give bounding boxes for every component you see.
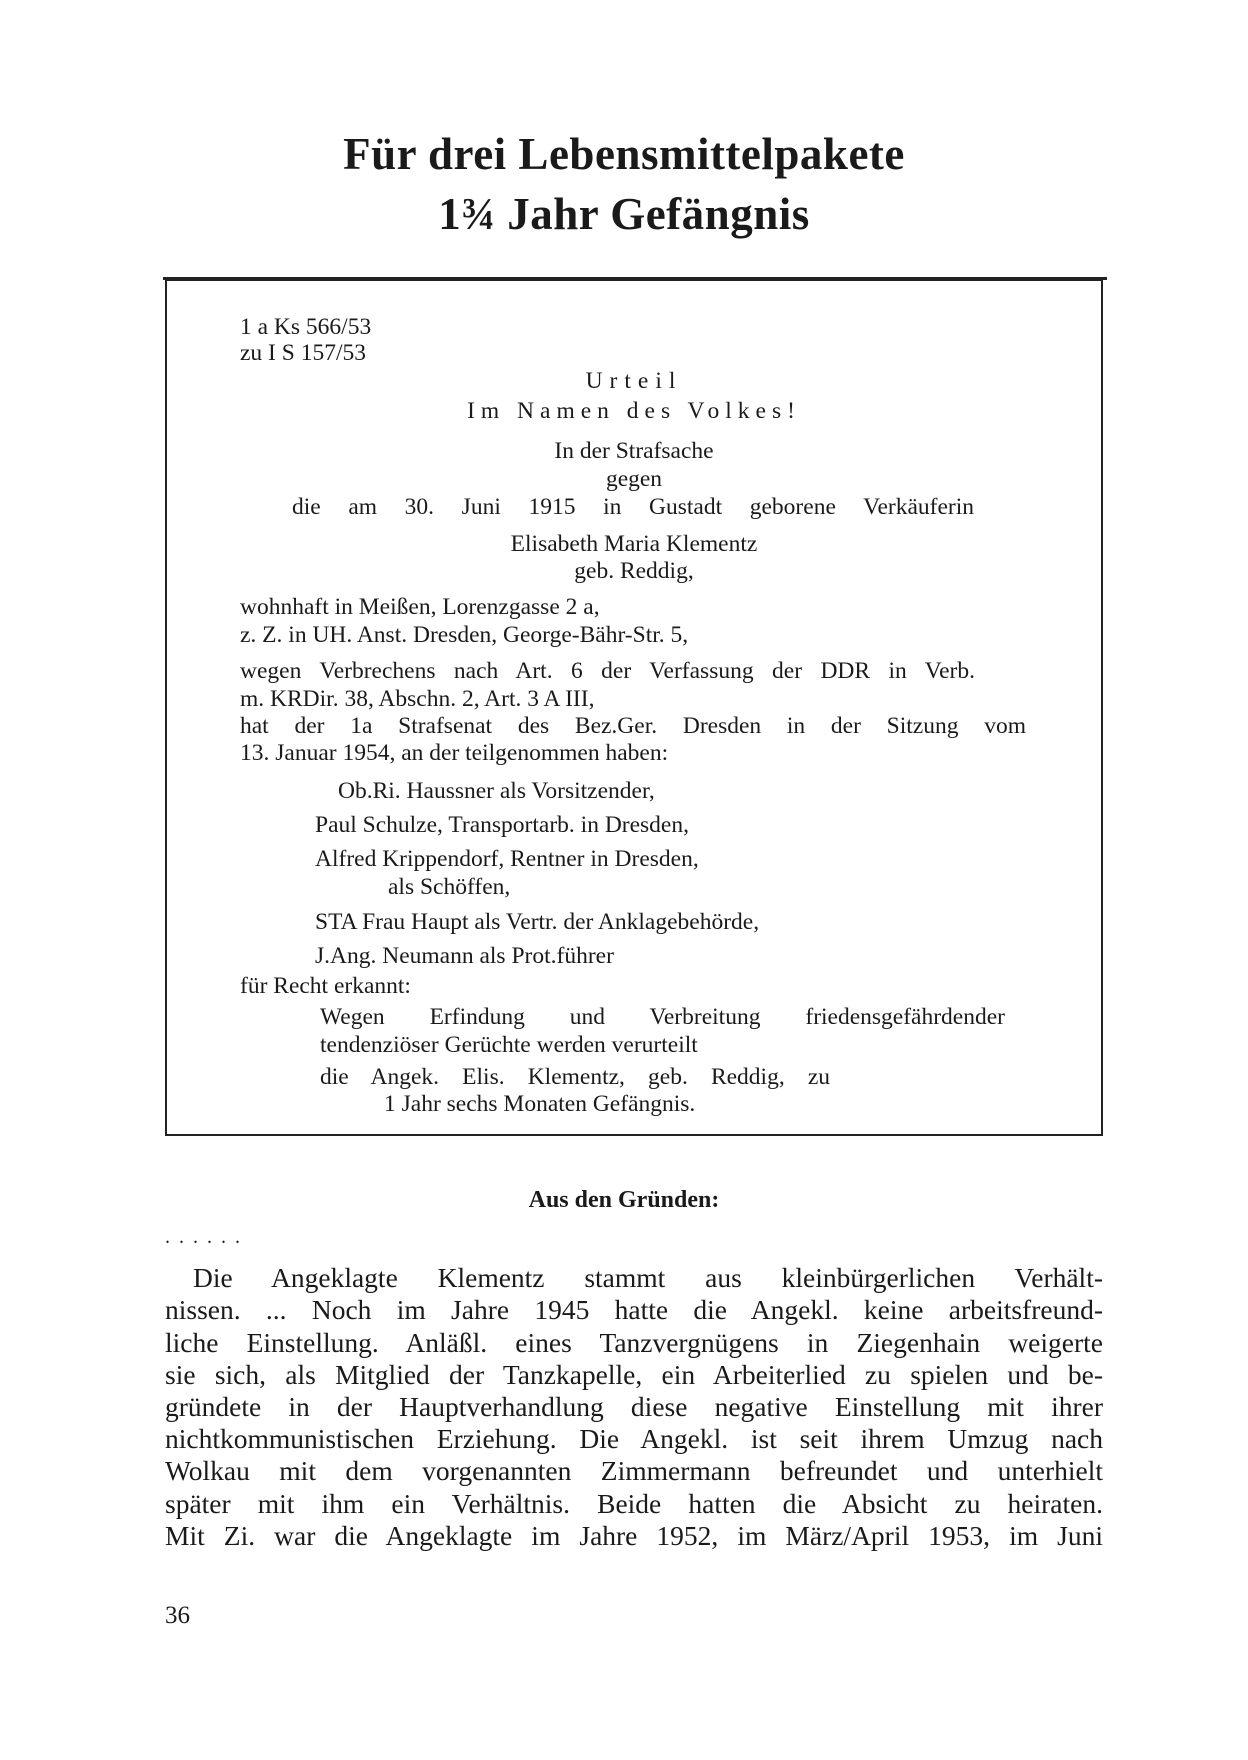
- case-reference-2: zu I S 157/53: [240, 340, 366, 366]
- against-line: gegen: [605, 466, 663, 492]
- body-line-9: Mit Zi. war die Angeklagte im Jahre 1952, im März/April 1953, im Juni: [165, 1520, 1103, 1551]
- body-line-6: nichtkommunistischen Erziehung. Die Angekl. ist seit ihrem Umzug nach: [165, 1423, 1103, 1454]
- verdict-heading: Urteil: [585, 368, 683, 394]
- box-top-rule: [163, 277, 1107, 280]
- defendant-maiden-name: geb. Reddig,: [574, 558, 694, 584]
- reasons-heading: Aus den Gründen:: [528, 1187, 720, 1213]
- in-the-name-of-the-people: Im Namen des Volkes!: [467, 398, 801, 424]
- case-reference-1: 1 a Ks 566/53: [240, 314, 372, 340]
- defendant-birth-line: die am 30. Juni 1915 in Gustadt geborene Verkäuferin: [292, 494, 974, 520]
- participant-clerk: J.Ang. Neumann als Prot.führer: [315, 943, 614, 969]
- court-line-1: hat der 1a Strafsenat des Bez.Ger. Dresden in der Sitzung vom: [240, 713, 1026, 739]
- sentence-line-3: die Angek. Elis. Klementz, geb. Reddig, zu: [320, 1064, 830, 1090]
- criminal-case-line: In der Strafsache: [554, 438, 714, 464]
- judgment-intro: für Recht erkannt:: [240, 973, 411, 999]
- title-line-2: 1¾ Jahr Gefängnis: [438, 189, 810, 239]
- page-number: 36: [165, 1602, 190, 1629]
- participant-prosecutor: STA Frau Haupt als Vertr. der Anklagebehörde,: [315, 909, 760, 935]
- court-line-2: 13. Januar 1954, an der teilgenommen haben:: [240, 740, 669, 766]
- charge-line-2: m. KRDir. 38, Abschn. 2, Art. 3 A III,: [240, 686, 595, 712]
- defendant-name: Elisabeth Maria Klementz: [510, 531, 758, 557]
- body-line-1: Die Angeklagte Klementz stammt aus kleinbürgerlichen Verhält-: [193, 1262, 1103, 1293]
- charge-line-1: wegen Verbrechens nach Art. 6 der Verfassung der DDR in Verb.: [240, 658, 975, 684]
- participant-presiding-judge: Ob.Ri. Haussner als Vorsitzender,: [338, 778, 655, 804]
- body-line-8: später mit ihm ein Verhältnis. Beide hatten die Absicht zu heiraten.: [165, 1488, 1103, 1519]
- participant-lay-judges-label: als Schöffen,: [388, 874, 511, 900]
- title-line-1: Für drei Lebensmittelpakete: [343, 129, 905, 179]
- body-line-3: liche Einstellung. Anläßl. eines Tanzvergnügens in Ziegenhain weigerte: [165, 1327, 1103, 1358]
- participant-lay-judge-1: Paul Schulze, Transportarb. in Dresden,: [315, 812, 689, 838]
- body-line-5: gründete in der Hauptverhandlung diese negative Einstellung mit ihrer: [165, 1391, 1103, 1422]
- participant-lay-judge-2: Alfred Krippendorf, Rentner in Dresden,: [315, 846, 699, 872]
- body-line-4: sie sich, als Mitglied der Tanzkapelle, ein Arbeiterlied zu spielen und be-: [165, 1359, 1103, 1390]
- body-line-2: nissen. ... Noch im Jahre 1945 hatte die Angekl. keine arbeitsfreund-: [165, 1294, 1103, 1325]
- omission-dots: ......: [165, 1226, 249, 1248]
- body-line-7: Wolkau mit dem vorgenannten Zimmermann befreundet und unterhielt: [165, 1455, 1103, 1486]
- sentence-line-4: 1 Jahr sechs Monaten Gefängnis.: [384, 1091, 696, 1117]
- residence-line: wohnhaft in Meißen, Lorenzgasse 2 a,: [240, 594, 600, 620]
- custody-line: z. Z. in UH. Anst. Dresden, George-Bähr-Str. 5,: [240, 622, 689, 648]
- sentence-line-1: Wegen Erfindung und Verbreitung friedensgefährdender: [320, 1004, 1005, 1030]
- sentence-line-2: tendenziöser Gerüchte werden verurteilt: [320, 1032, 698, 1058]
